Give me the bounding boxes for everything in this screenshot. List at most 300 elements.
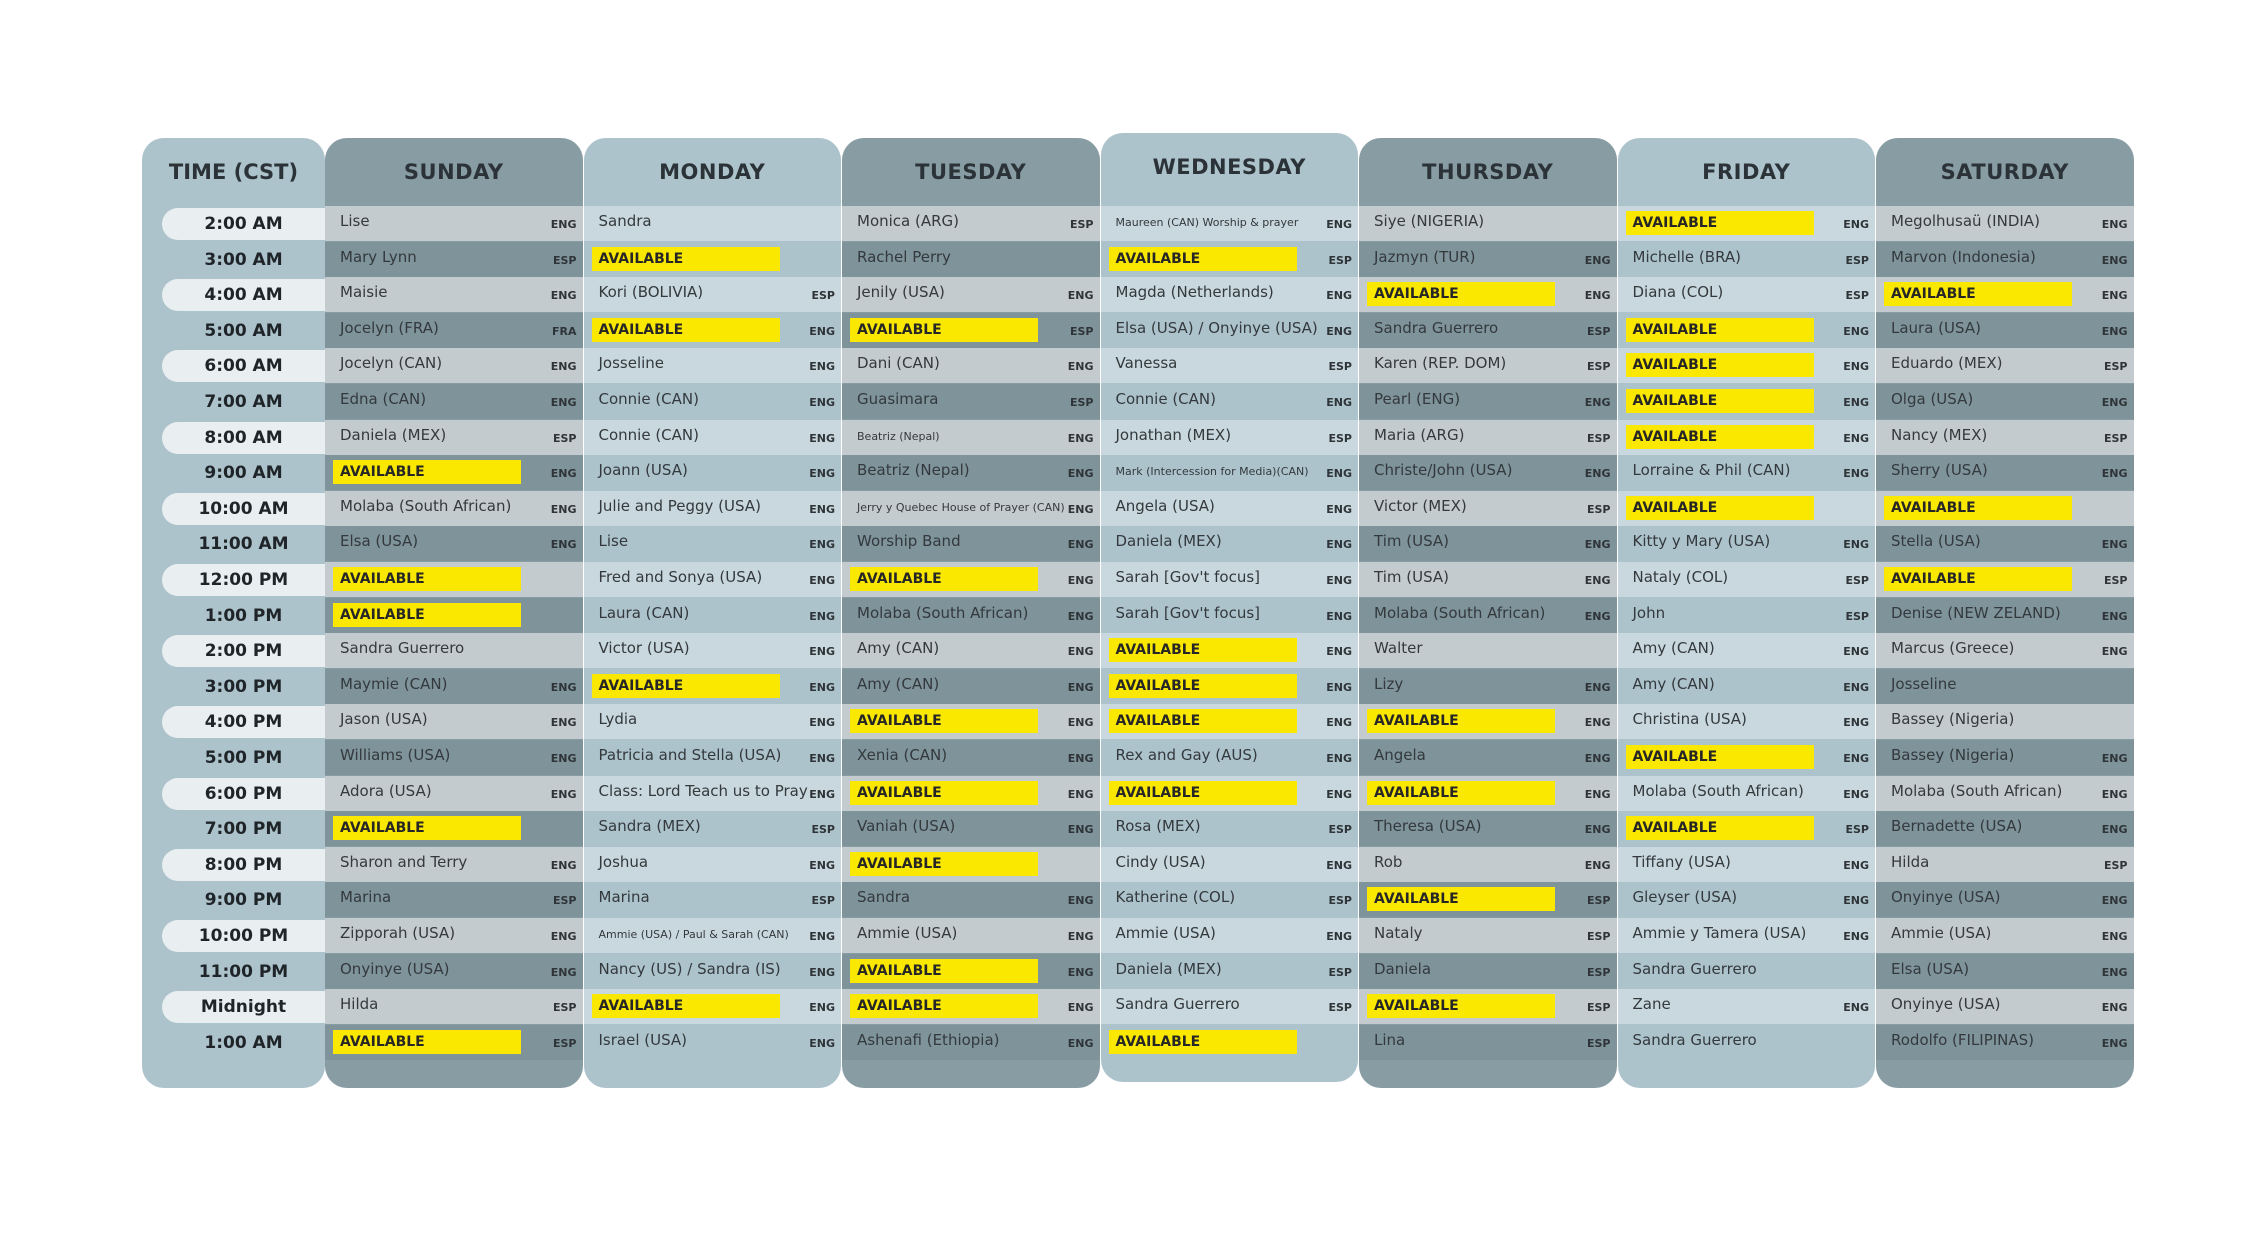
intercessor-name: Olga (USA) <box>1891 390 1974 408</box>
language-code: ENG <box>1584 858 1611 872</box>
schedule-cell[interactable] <box>1618 740 1876 775</box>
language-code: ENG <box>1067 680 1094 694</box>
intercessor-name: Michelle (BRA) <box>1632 247 1741 266</box>
schedule-cell[interactable] <box>325 526 583 561</box>
schedule-cell[interactable] <box>584 918 842 953</box>
intercessor-name: Sandra Guerrero <box>1632 1030 1757 1049</box>
schedule-cell[interactable] <box>842 526 1100 561</box>
intercessor-name: Walter <box>1374 639 1423 658</box>
schedule-cell[interactable] <box>1876 526 2134 561</box>
schedule-cell[interactable] <box>584 313 842 348</box>
language-code: ENG <box>1326 324 1352 338</box>
schedule-cell[interactable] <box>1101 954 1359 989</box>
intercessor-name: Hilda <box>1891 852 1930 871</box>
language-code: ESP <box>1328 965 1352 979</box>
schedule-cell[interactable] <box>1101 740 1359 775</box>
schedule-cell[interactable] <box>1618 206 1876 241</box>
available-slot[interactable]: AVAILABLE <box>333 567 521 591</box>
schedule-cell[interactable] <box>1618 954 1876 989</box>
schedule-cell[interactable] <box>842 384 1100 419</box>
schedule-cell[interactable] <box>842 206 1100 241</box>
schedule-cell[interactable] <box>1359 669 1617 704</box>
schedule-cell[interactable] <box>1359 740 1617 775</box>
schedule-cell[interactable] <box>584 420 842 455</box>
schedule-cell[interactable] <box>584 206 842 241</box>
schedule-cell[interactable] <box>584 526 842 561</box>
schedule-cell[interactable] <box>1618 704 1876 739</box>
schedule-cell[interactable] <box>842 420 1100 455</box>
available-slot[interactable]: AVAILABLE <box>592 247 780 271</box>
language-code: ENG <box>1067 467 1094 481</box>
language-code: ENG <box>1843 431 1869 445</box>
schedule-cell[interactable] <box>1618 918 1876 953</box>
intercessor-name: Connie (CAN) <box>598 425 699 444</box>
schedule-cell[interactable] <box>842 491 1100 526</box>
schedule-cell[interactable] <box>1101 384 1359 419</box>
language-code: ESP <box>1845 289 1869 303</box>
language-code: ESP <box>1587 894 1611 908</box>
available-slot[interactable]: AVAILABLE <box>850 318 1038 342</box>
schedule-cell[interactable] <box>1876 704 2134 739</box>
schedule-cell[interactable] <box>584 242 842 277</box>
schedule-cell[interactable] <box>1359 1025 1617 1060</box>
schedule-cell[interactable] <box>842 348 1100 383</box>
schedule-cell[interactable] <box>1359 242 1617 277</box>
available-slot[interactable]: AVAILABLE <box>850 852 1038 876</box>
available-slot[interactable]: AVAILABLE <box>1367 887 1555 911</box>
intercessor-name: Cindy (USA) <box>1115 852 1206 871</box>
schedule-cell[interactable] <box>842 954 1100 989</box>
language-code: ENG <box>1326 680 1352 694</box>
schedule-cell[interactable] <box>1101 420 1359 455</box>
schedule-cell[interactable] <box>1876 989 2134 1024</box>
time-slot-label: 10:00 AM <box>162 493 325 525</box>
schedule-cell[interactable] <box>842 562 1100 597</box>
language-code: ENG <box>809 574 835 587</box>
schedule-cell[interactable] <box>1101 455 1359 490</box>
available-slot[interactable]: AVAILABLE <box>850 959 1038 983</box>
schedule-cell[interactable] <box>1359 491 1617 526</box>
intercessor-name: Joshua <box>598 852 649 871</box>
schedule-cell[interactable] <box>325 348 583 383</box>
language-code: ENG <box>1843 752 1869 765</box>
intercessor-name: Amy (CAN) <box>1632 674 1715 693</box>
available-slot[interactable]: AVAILABLE <box>1626 496 1814 520</box>
language-code: ENG <box>1326 502 1352 516</box>
schedule-cell[interactable] <box>584 740 842 775</box>
schedule-cell[interactable] <box>325 384 583 419</box>
language-code: ENG <box>1067 716 1094 730</box>
schedule-cell[interactable] <box>1359 526 1617 561</box>
schedule-cell[interactable] <box>1876 420 2134 455</box>
schedule-cell[interactable] <box>1359 776 1617 811</box>
schedule-cell[interactable] <box>325 633 583 668</box>
schedule-cell[interactable] <box>325 918 583 953</box>
schedule-cell[interactable] <box>842 598 1100 633</box>
schedule-cell[interactable] <box>1101 882 1359 917</box>
available-slot[interactable]: AVAILABLE <box>1884 567 2072 591</box>
available-slot[interactable]: AVAILABLE <box>1626 318 1814 342</box>
language-code: ESP <box>553 253 577 267</box>
schedule-cell[interactable] <box>1618 384 1876 419</box>
schedule-cell[interactable] <box>325 455 583 490</box>
schedule-cell[interactable] <box>1618 847 1876 882</box>
intercessor-name: Mark (Intercession for Media)(CAN) <box>1115 465 1309 479</box>
schedule-cell[interactable] <box>1876 669 2134 704</box>
schedule-cell[interactable] <box>1101 348 1359 383</box>
schedule-cell[interactable] <box>1359 420 1617 455</box>
available-slot[interactable]: AVAILABLE <box>592 318 780 342</box>
time-slot-label: 10:00 PM <box>162 920 325 952</box>
available-slot[interactable]: AVAILABLE <box>592 994 780 1018</box>
language-code: ENG <box>1067 645 1094 659</box>
schedule-cell[interactable] <box>842 633 1100 668</box>
schedule-cell[interactable] <box>842 313 1100 348</box>
language-code: ENG <box>809 645 835 659</box>
schedule-cell[interactable] <box>1101 1025 1359 1060</box>
language-code: ENG <box>809 1001 835 1015</box>
intercessor-name: Daniela (MEX) <box>1115 959 1222 978</box>
intercessor-name: Ammie (USA) / Paul & Sarah (CAN) <box>598 928 789 941</box>
schedule-cell[interactable] <box>1618 562 1876 597</box>
schedule-cell[interactable] <box>325 989 583 1024</box>
language-code: ESP <box>1070 324 1094 338</box>
schedule-cell[interactable] <box>1101 277 1359 312</box>
language-code: ENG <box>1584 574 1611 587</box>
schedule-cell[interactable] <box>1876 384 2134 419</box>
intercessor-name: Nancy (US) / Sandra (IS) <box>598 959 781 978</box>
available-slot[interactable]: AVAILABLE <box>1626 353 1814 377</box>
schedule-cell[interactable] <box>325 669 583 704</box>
schedule-cell[interactable] <box>1618 811 1876 846</box>
intercessor-name: Elsa (USA) / Onyinye (USA) <box>1115 318 1318 337</box>
schedule-cell[interactable] <box>1359 882 1617 917</box>
language-code: ENG <box>2101 1001 2128 1015</box>
day-header: SATURDAY <box>1940 160 2069 184</box>
intercessor-name: Jenily (USA) <box>857 283 945 302</box>
schedule-cell[interactable] <box>1101 633 1359 668</box>
available-slot[interactable]: AVAILABLE <box>1109 674 1297 698</box>
schedule-cell[interactable] <box>1101 989 1359 1024</box>
available-slot[interactable]: AVAILABLE <box>1367 282 1555 306</box>
intercessor-name: Christina (USA) <box>1632 710 1747 729</box>
schedule-cell[interactable] <box>842 1025 1100 1060</box>
language-code: ENG <box>809 716 835 730</box>
available-slot[interactable]: AVAILABLE <box>592 674 780 698</box>
schedule-cell[interactable] <box>842 882 1100 917</box>
language-code: ENG <box>809 787 835 801</box>
schedule-cell[interactable] <box>1876 277 2134 312</box>
language-code: ENG <box>1584 716 1611 730</box>
intercessor-name: Jocelyn (FRA) <box>340 318 439 337</box>
available-slot[interactable]: AVAILABLE <box>850 709 1038 733</box>
schedule-cell[interactable] <box>842 455 1100 490</box>
schedule-cell[interactable] <box>1359 562 1617 597</box>
schedule-cell[interactable] <box>1359 277 1617 312</box>
schedule-cell[interactable] <box>1876 882 2134 917</box>
time-slot-label: 1:00 PM <box>162 600 325 632</box>
language-code: ENG <box>1067 289 1094 303</box>
time-slot-label: 8:00 PM <box>162 849 325 881</box>
schedule-cell[interactable] <box>584 348 842 383</box>
schedule-cell[interactable] <box>1876 811 2134 846</box>
intercessor-name: Christe/John (USA) <box>1374 461 1513 480</box>
schedule-cell[interactable] <box>1618 598 1876 633</box>
schedule-cell[interactable] <box>325 562 583 597</box>
schedule-cell[interactable] <box>1876 633 2134 668</box>
schedule-cell[interactable] <box>325 954 583 989</box>
schedule-cell[interactable] <box>842 704 1100 739</box>
language-code: ESP <box>811 823 835 837</box>
schedule-cell[interactable] <box>325 882 583 917</box>
schedule-cell[interactable] <box>842 669 1100 704</box>
schedule-cell[interactable] <box>842 811 1100 846</box>
schedule-cell[interactable] <box>1101 491 1359 526</box>
schedule-cell[interactable] <box>1618 526 1876 561</box>
schedule-cell[interactable] <box>1101 206 1359 241</box>
schedule-cell[interactable] <box>1618 776 1876 811</box>
schedule-cell[interactable] <box>1618 455 1876 490</box>
schedule-cell[interactable] <box>584 811 842 846</box>
time-slot-label: 11:00 PM <box>162 956 325 988</box>
schedule-cell[interactable] <box>1359 348 1617 383</box>
schedule-cell[interactable] <box>325 313 583 348</box>
language-code: ESP <box>1845 609 1869 623</box>
schedule-cell[interactable] <box>325 776 583 811</box>
language-code: ENG <box>2101 253 2128 267</box>
available-slot[interactable]: AVAILABLE <box>850 781 1038 805</box>
available-slot[interactable]: AVAILABLE <box>1109 247 1297 271</box>
intercessor-name: Tiffany (USA) <box>1632 852 1731 871</box>
schedule-cell[interactable] <box>1876 491 2134 526</box>
language-code: ESP <box>1587 324 1611 338</box>
schedule-cell[interactable] <box>325 847 583 882</box>
schedule-cell[interactable] <box>1101 669 1359 704</box>
schedule-cell[interactable] <box>1618 277 1876 312</box>
schedule-cell[interactable] <box>1101 811 1359 846</box>
schedule-cell[interactable] <box>1359 811 1617 846</box>
schedule-cell[interactable] <box>1359 313 1617 348</box>
intercessor-name: Marina <box>340 888 392 907</box>
schedule-cell[interactable] <box>1359 633 1617 668</box>
schedule-cell[interactable] <box>325 420 583 455</box>
schedule-cell[interactable] <box>584 776 842 811</box>
language-code: ENG <box>2101 752 2128 765</box>
intercessor-name: Molaba (South African) <box>1374 603 1546 622</box>
schedule-cell[interactable] <box>1618 420 1876 455</box>
schedule-cell[interactable] <box>1618 1025 1876 1060</box>
schedule-cell[interactable] <box>1359 954 1617 989</box>
intercessor-name: Monica (ARG) <box>857 212 960 230</box>
schedule-cell[interactable] <box>1618 882 1876 917</box>
schedule-cell[interactable] <box>325 704 583 739</box>
schedule-cell[interactable] <box>842 989 1100 1024</box>
language-code: ENG <box>809 360 835 374</box>
day-column-saturday <box>1876 138 2134 1088</box>
schedule-cell[interactable] <box>1101 598 1359 633</box>
schedule-cell[interactable] <box>1618 669 1876 704</box>
schedule-cell[interactable] <box>1359 598 1617 633</box>
schedule-cell[interactable] <box>1618 242 1876 277</box>
day-column-friday <box>1618 138 1876 1088</box>
language-code: ENG <box>809 324 835 338</box>
schedule-cell[interactable] <box>325 598 583 633</box>
schedule-cell[interactable] <box>325 740 583 775</box>
schedule-cell[interactable] <box>1876 455 2134 490</box>
schedule-cell[interactable] <box>584 1025 842 1060</box>
intercessor-name: Dani (CAN) <box>857 354 940 373</box>
schedule-cell[interactable] <box>1876 847 2134 882</box>
schedule-cell[interactable] <box>584 954 842 989</box>
intercessor-name: Rex and Gay (AUS) <box>1115 746 1258 764</box>
intercessor-name: Marvon (Indonesia) <box>1891 247 2036 266</box>
available-slot[interactable]: AVAILABLE <box>1626 211 1814 235</box>
schedule-cell[interactable] <box>584 669 842 704</box>
schedule-cell[interactable] <box>325 277 583 312</box>
schedule-cell[interactable] <box>1876 348 2134 383</box>
schedule-cell[interactable] <box>1618 491 1876 526</box>
intercessor-name: Sandra Guerrero <box>1115 995 1240 1014</box>
schedule-cell[interactable] <box>1359 206 1617 241</box>
schedule-cell[interactable] <box>1876 598 2134 633</box>
schedule-cell[interactable] <box>325 242 583 277</box>
language-code: ENG <box>2101 645 2128 659</box>
schedule-cell[interactable] <box>1359 455 1617 490</box>
available-slot[interactable]: AVAILABLE <box>1626 425 1814 449</box>
available-slot[interactable]: AVAILABLE <box>333 460 521 484</box>
available-slot[interactable]: AVAILABLE <box>850 567 1038 591</box>
schedule-cell[interactable] <box>1876 954 2134 989</box>
schedule-cell[interactable] <box>1876 740 2134 775</box>
schedule-cell[interactable] <box>1101 918 1359 953</box>
schedule-cell[interactable] <box>1359 918 1617 953</box>
available-slot[interactable]: AVAILABLE <box>1109 638 1297 662</box>
available-slot[interactable]: AVAILABLE <box>1109 709 1297 733</box>
schedule-cell[interactable] <box>1618 633 1876 668</box>
available-slot[interactable]: AVAILABLE <box>1367 994 1555 1018</box>
schedule-cell[interactable] <box>1876 918 2134 953</box>
language-code: ENG <box>1326 716 1352 730</box>
day-header: TUESDAY <box>915 160 1027 184</box>
schedule-cell[interactable] <box>1876 562 2134 597</box>
schedule-cell[interactable] <box>584 882 842 917</box>
schedule-cell[interactable] <box>1618 348 1876 383</box>
language-code: ENG <box>1843 1001 1869 1015</box>
available-slot[interactable]: AVAILABLE <box>333 603 521 627</box>
intercessor-name: Siye (NIGERIA) <box>1374 212 1485 230</box>
schedule-cell[interactable] <box>325 206 583 241</box>
available-slot[interactable]: AVAILABLE <box>850 994 1038 1018</box>
intercessor-name: Laura (USA) <box>1891 318 1981 337</box>
schedule-cell[interactable] <box>842 918 1100 953</box>
schedule-cell[interactable] <box>584 455 842 490</box>
schedule-cell[interactable] <box>584 989 842 1024</box>
schedule-cell[interactable] <box>584 704 842 739</box>
language-code: ESP <box>1587 360 1611 374</box>
language-code: ENG <box>2101 324 2128 338</box>
available-slot[interactable]: AVAILABLE <box>1884 496 2072 520</box>
available-slot[interactable]: AVAILABLE <box>1626 816 1814 840</box>
schedule-cell[interactable] <box>1101 526 1359 561</box>
language-code: ENG <box>550 467 577 481</box>
intercessor-name: Angela <box>1374 746 1426 764</box>
schedule-cell[interactable] <box>325 1025 583 1060</box>
schedule-cell[interactable] <box>1101 704 1359 739</box>
language-code: ENG <box>1067 965 1094 979</box>
intercessor-name: Sherry (USA) <box>1891 461 1988 480</box>
language-code: ENG <box>550 930 577 943</box>
language-code: ENG <box>1843 538 1869 552</box>
schedule-cell[interactable] <box>842 776 1100 811</box>
schedule-cell[interactable] <box>1101 313 1359 348</box>
intercessor-name: Molaba (South African) <box>857 603 1029 622</box>
schedule-cell[interactable] <box>584 384 842 419</box>
schedule-cell[interactable] <box>1359 989 1617 1024</box>
language-code: ENG <box>550 858 577 872</box>
schedule-cell[interactable] <box>842 277 1100 312</box>
schedule-cell[interactable] <box>584 847 842 882</box>
schedule-cell[interactable] <box>1876 1025 2134 1060</box>
schedule-cell[interactable] <box>1359 704 1617 739</box>
language-code: ENG <box>1843 218 1869 231</box>
available-slot[interactable]: AVAILABLE <box>1109 781 1297 805</box>
schedule-cell[interactable] <box>584 633 842 668</box>
time-slot-label: 6:00 AM <box>162 350 325 382</box>
language-code: ENG <box>1326 467 1352 481</box>
schedule-cell[interactable] <box>325 811 583 846</box>
schedule-cell[interactable] <box>1359 847 1617 882</box>
schedule-cell[interactable] <box>584 491 842 526</box>
schedule-cell[interactable] <box>584 598 842 633</box>
schedule-cell[interactable] <box>1876 776 2134 811</box>
schedule-cell[interactable] <box>842 242 1100 277</box>
available-slot[interactable]: AVAILABLE <box>333 816 521 840</box>
language-code: ENG <box>1067 1001 1094 1015</box>
intercessor-name: Molaba (South African) <box>1891 781 2063 800</box>
schedule-cell[interactable] <box>842 740 1100 775</box>
available-slot[interactable]: AVAILABLE <box>1109 1030 1297 1054</box>
schedule-cell[interactable] <box>1359 384 1617 419</box>
language-code: ESP <box>1845 574 1869 587</box>
intercessor-name: Nataly <box>1374 924 1423 942</box>
schedule-cell[interactable] <box>1876 242 2134 277</box>
time-slot-label: 4:00 PM <box>162 706 325 738</box>
schedule-cell[interactable] <box>325 491 583 526</box>
schedule-cell[interactable] <box>1618 313 1876 348</box>
schedule-cell[interactable] <box>1876 206 2134 241</box>
available-slot[interactable]: AVAILABLE <box>333 1030 521 1054</box>
intercessor-name: Amy (CAN) <box>1632 639 1715 658</box>
available-slot[interactable]: AVAILABLE <box>1367 709 1555 733</box>
schedule-cell[interactable] <box>842 847 1100 882</box>
available-slot[interactable]: AVAILABLE <box>1367 781 1555 805</box>
language-code: ENG <box>1326 930 1352 943</box>
schedule-cell[interactable] <box>1101 776 1359 811</box>
available-slot[interactable]: AVAILABLE <box>1884 282 2072 306</box>
schedule-cell[interactable] <box>1101 242 1359 277</box>
schedule-cell[interactable] <box>584 562 842 597</box>
language-code: ESP <box>1587 930 1611 943</box>
available-slot[interactable]: AVAILABLE <box>1626 745 1814 769</box>
schedule-cell[interactable] <box>1876 313 2134 348</box>
schedule-cell[interactable] <box>1618 989 1876 1024</box>
language-code: ENG <box>1067 823 1094 837</box>
schedule-cell[interactable] <box>1101 847 1359 882</box>
schedule-cell[interactable] <box>1101 562 1359 597</box>
available-slot[interactable]: AVAILABLE <box>1626 389 1814 413</box>
schedule-cell[interactable] <box>584 277 842 312</box>
language-code: ENG <box>1067 609 1094 623</box>
